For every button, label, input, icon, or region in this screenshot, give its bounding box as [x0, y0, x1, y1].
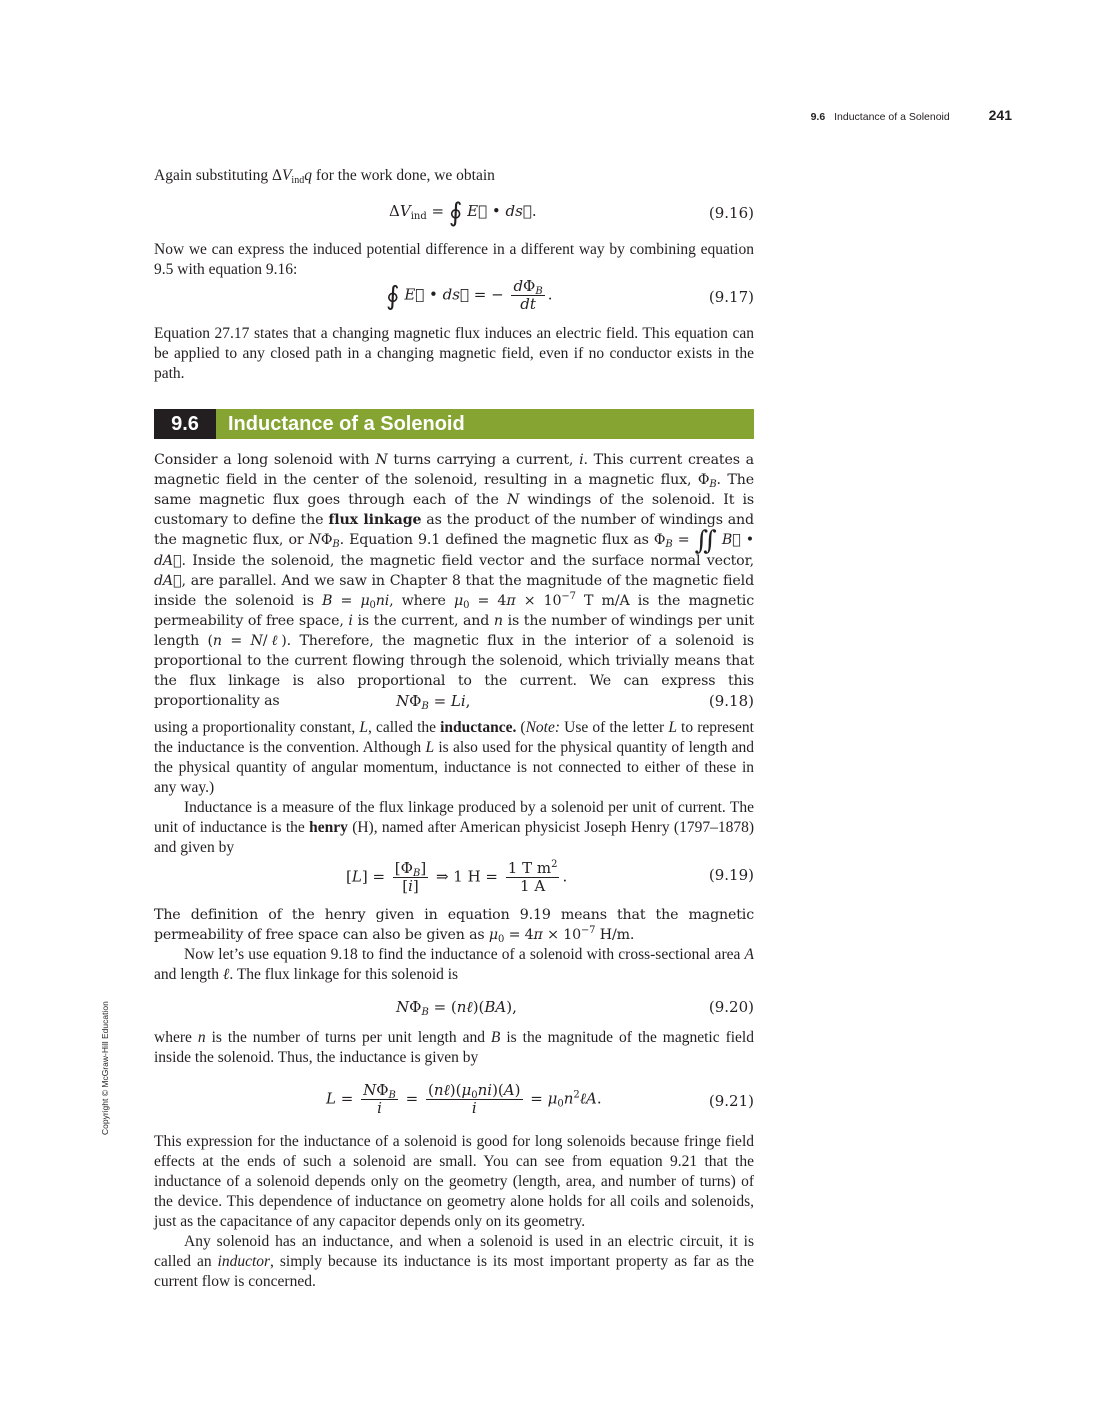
header-running-title: Inductance of a Solenoid	[834, 111, 950, 123]
equation-9-21: L = $\frac{N\Phi_B}{i}$ = $\frac{(n\ell)(\mu_0ni)(A)}{i}$ = $\mu_0n^2\ell A$. (9.21)	[326, 1081, 754, 1117]
equation-9-19: [L] = $\frac{[\Phi_B]}{[i]}$ ⇒ 1 H = $\frac{1 T m^2}{1 A}$ . (9.19)	[346, 859, 754, 895]
paragraph-faraday: Equation 27.17 states that a changing magnetic flux induces an electric field. This equation can be applied to any closed path in a changing magnetic field, even if no conductor exists in the path.	[154, 325, 754, 382]
running-header	[0, 107, 1012, 123]
equation-9-16: $\Delta V_{ind}$ = ∮ E⃗ • ds⃗. (9.16)	[389, 198, 754, 228]
copyright-notice: Copyright © McGraw-Hill Education	[100, 1001, 110, 1135]
section-number: 9.6	[154, 409, 216, 439]
section-title: Inductance of a Solenoid	[228, 413, 465, 435]
paragraph-inductance-given: where n is the number of turns per unit length and B is the magnitude of the magnetic field inside the solenoid. Thus, the inductance is given by	[154, 1029, 754, 1066]
equation-9-20: $N\Phi_B$ = (nℓ)(BA), (9.20)	[396, 998, 754, 1018]
page-number: 241	[988, 107, 1012, 123]
paragraph-intro: Again substituting $\Delta V_{ind}q$ for the work done, we obtain	[154, 167, 495, 186]
section-heading	[154, 409, 754, 439]
header-section-number: 9.6	[810, 111, 826, 123]
equation-9-18: $N\Phi_B = Li$, (9.18)	[396, 692, 754, 712]
equation-number: (9.17)	[708, 288, 754, 306]
paragraph-combine: Now we can express the induced potential difference in a different way by combining equation 9.5 with equation 9.16:	[154, 241, 754, 278]
equation-number: (9.19)	[708, 866, 754, 884]
equation-number: (9.18)	[708, 692, 754, 710]
paragraph-inductance-def: using a proportionality constant, L, called the inductance. (Note: Use of the letter L to represent the inductance is the convention. Although L is also used for the physical quantity of length and the physical quantity of angular momentum, inductance is not connected to either of these in any way.) Inductance is a measure of the flux linkage produced by a solenoid per unit of current. The unit of inductance is the henry (H), named after American physicist Joseph Henry (1797–1878) and given by	[154, 719, 755, 856]
paragraph-henry: The definition of the henry given in equation 9.19 means that the magnetic permeability of free space can also be given as $\mu_0 = 4\pi \times 10^{-7}$ H/m. Now let’s use equation 9.18 to find the inductance of a solenoid with cross-sectional area A and length ℓ. The flux linkage for this solenoid is	[154, 907, 754, 983]
equation-9-17: ∮ E⃗ • ds⃗ = − $\frac{d\Phi_B}{dt}$ . (9.17)	[386, 277, 754, 313]
equation-number: (9.16)	[708, 204, 754, 222]
paragraph-solenoid-flux: Consider a long solenoid with N turns carrying a current, i. This current creates a magnetic field in the center of the solenoid, resulting in a magnetic flux, $\Phi_B$. The same magnetic flux goes through each of the N windings of the solenoid. It is customary to define the flux linkage as the product of the number of windings and the magnetic flux, or $N\Phi_B$. Equation 9.1 defined the magnetic flux as $\Phi_B$ = ∬ B⃗ • dA⃗. Inside the solenoid, the magnetic field vector and the surface normal vector, dA⃗, are parallel. And we saw in Chapter 8 that the magnitude of the magnetic field inside the solenoid is $B = \mu_0ni$, where $\mu_0 = 4\pi \times 10^{-7}$ T m/A is the magnetic permeability of free space, i is the current, and n is the number of windings per unit length (n = N/ℓ). Therefore, the magnetic flux in the interior of a solenoid is proportional to the current flowing through the solenoid, which trivially means that the flux linkage is also proportional to the current. We can express this proportionality as	[154, 452, 755, 709]
equation-number: (9.21)	[708, 1092, 754, 1110]
equation-number: (9.20)	[708, 998, 754, 1016]
paragraph-geometry: This expression for the inductance of a solenoid is good for long solenoids because fringe field effects at the ends of such a solenoid are small. You can see from equation 9.21 that the inductance of a solenoid depends only on the geometry (length, area, and number of turns) of the device. This dependence of inductance on geometry alone holds for all coils and solenoids, just as the capacitance of any capacitor depends only on its geometry. Any solenoid has an inductance, and when a solenoid is used in an electric circuit, it is called an inductor, simply because its inductance is its most important property as far as the current flow is concerned.	[154, 1133, 754, 1290]
